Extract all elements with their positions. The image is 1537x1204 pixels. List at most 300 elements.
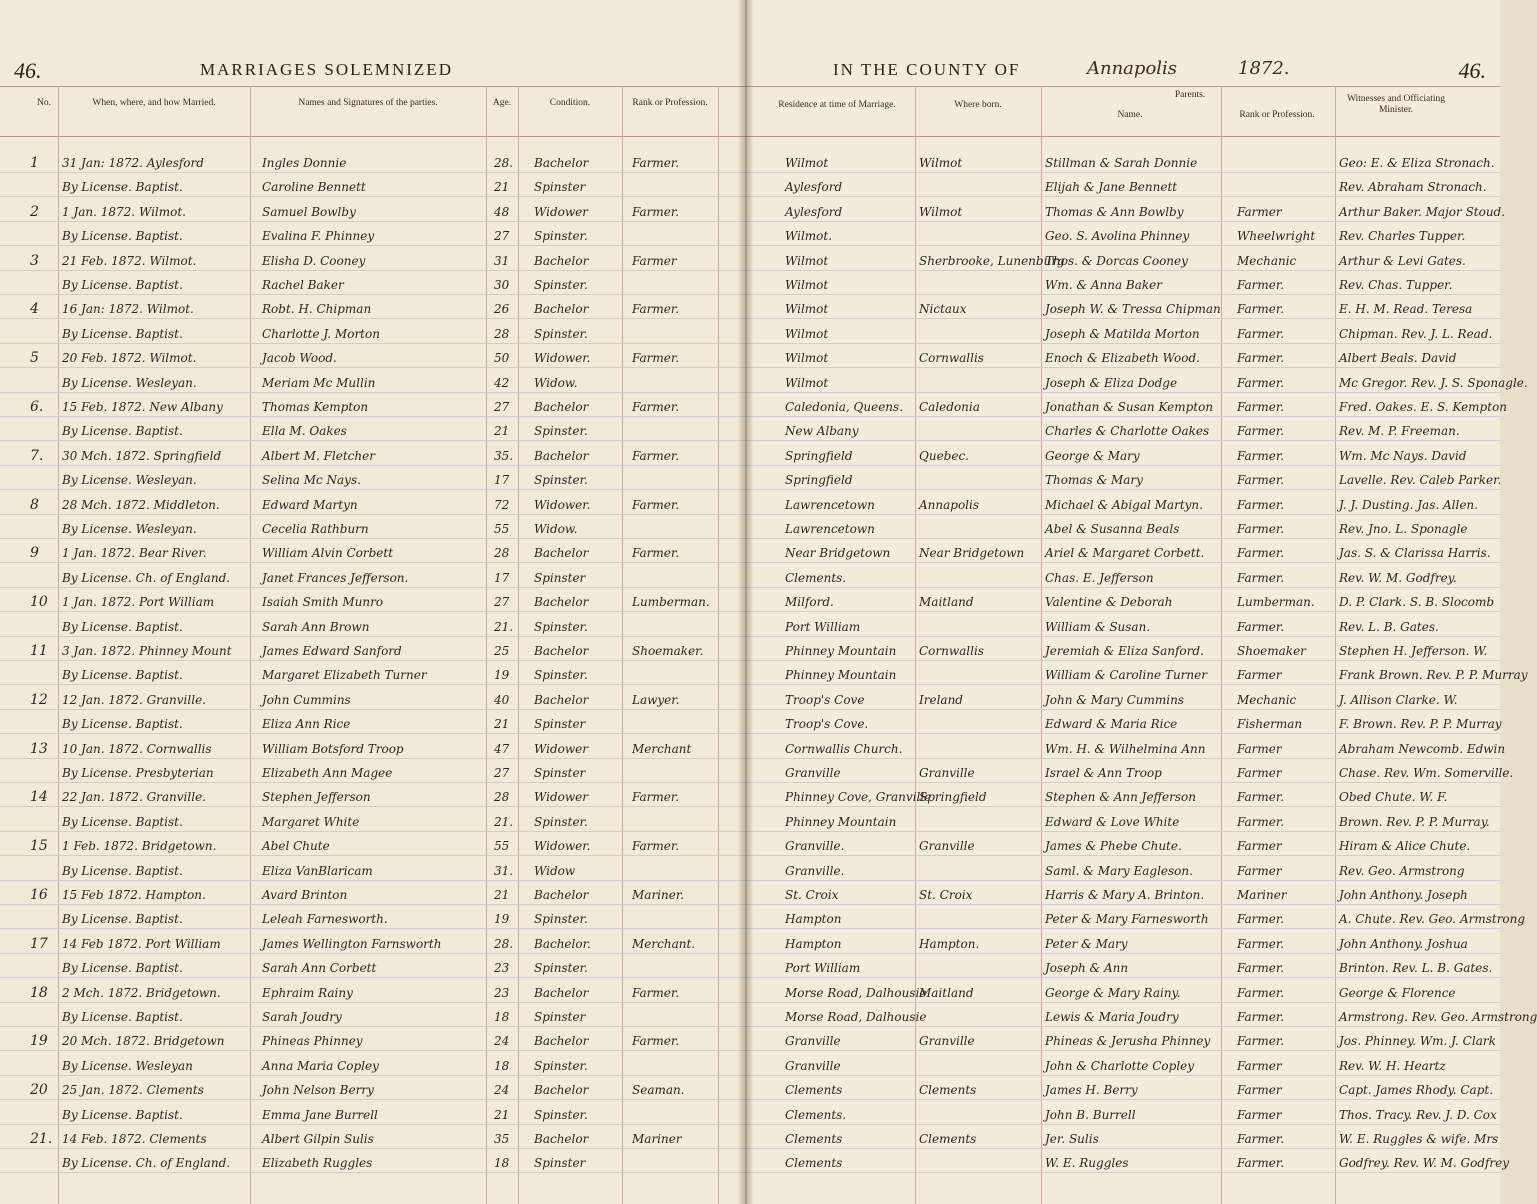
entry-prank: Farmer. — [1237, 912, 1285, 927]
entry-age: 21. — [494, 814, 514, 829]
entry-witness: Lavelle. Rev. Caleb Parker. — [1339, 473, 1502, 488]
entry-res: Wilmot — [785, 278, 829, 292]
entry-witness: Rev. W. M. Godfrey. — [1339, 570, 1457, 585]
entry-prank: Farmer. — [1237, 497, 1285, 512]
entry-rank: Merchant. — [632, 936, 696, 951]
entry-age: 18 — [494, 1058, 510, 1073]
entry-no: 4 — [30, 301, 39, 318]
entry-prank: Farmer. — [1237, 400, 1285, 414]
entry-name: Elisha D. Cooney — [262, 253, 366, 268]
entry-no: 20 — [30, 1082, 48, 1099]
entry-age: 28. — [494, 936, 514, 951]
ruled-line — [745, 587, 1500, 588]
entry-witness: Arthur Baker. Major Stoud. — [1339, 204, 1506, 219]
entry-when: By License. Baptist. — [62, 1010, 183, 1024]
ruled-line — [745, 1050, 1500, 1051]
ruled-line — [0, 806, 745, 807]
entry-when: By License. Baptist. — [62, 668, 183, 683]
entry-rank: Farmer — [632, 253, 677, 268]
ruled-line — [745, 245, 1500, 246]
ruled-line — [745, 270, 1500, 271]
entry-when: By License. Ch. of England. — [62, 1156, 231, 1171]
entry-parents: Edward & Maria Rice — [1045, 717, 1178, 732]
ruled-line — [0, 904, 745, 905]
entry-witness: J. Allison Clarke. W. — [1339, 692, 1458, 707]
ruled-line — [745, 684, 1500, 685]
page-title-left: MARRIAGES SOLEMNIZED — [200, 60, 453, 79]
entry-no: 1 — [30, 155, 39, 171]
entry-res: Wilmot — [785, 375, 829, 390]
entry-name: Albert Gilpin Sulis — [262, 1132, 374, 1146]
entry-parents: James H. Berry — [1045, 1083, 1138, 1098]
entry-name: Thomas Kempton — [262, 400, 369, 414]
entry-cond: Widower. — [534, 497, 591, 512]
ruled-line — [0, 758, 745, 759]
entry-name: Jacob Wood. — [262, 351, 337, 366]
entry-age: 27 — [494, 766, 510, 780]
entry-parents: John & Charlotte Copley — [1045, 1058, 1195, 1073]
entry-res: Port William — [785, 619, 861, 634]
ruled-line — [0, 367, 745, 368]
entry-when: By License. Baptist. — [62, 424, 183, 439]
ruled-line — [0, 587, 745, 588]
col-header-born: Where born. — [954, 100, 1002, 110]
entry-cond: Spinster. — [534, 229, 588, 244]
entry-born: Annapolis — [919, 497, 980, 512]
ruled-line — [745, 880, 1500, 881]
entry-res: Wilmot — [785, 253, 829, 268]
entry-name: Meriam Mc Mullin — [262, 375, 376, 390]
entry-prank: Farmer — [1237, 1083, 1282, 1098]
entry-res: Clements. — [785, 1107, 847, 1122]
entry-witness: Godfrey. Rev. W. M. Godfrey — [1339, 1156, 1510, 1171]
entry-cond: Widow. — [534, 375, 578, 390]
column-divider — [622, 86, 623, 1204]
entry-when: 25 Jan. 1872. Clements — [62, 1083, 204, 1098]
entry-parents: Abel & Susanna Beals — [1045, 522, 1180, 536]
page-title-right: IN THE COUNTY OF — [833, 60, 1021, 79]
entry-age: 19 — [494, 912, 510, 927]
entry-witness: Rev. W. H. Heartz — [1339, 1058, 1446, 1073]
entry-no: 16 — [30, 887, 48, 903]
ruled-line — [0, 221, 745, 222]
entry-parents: Joseph & Eliza Dodge — [1045, 375, 1178, 390]
entry-parents: Edward & Love White — [1045, 814, 1180, 829]
entry-prank: Farmer — [1237, 766, 1282, 780]
ruled-line — [0, 489, 745, 490]
column-divider — [250, 86, 251, 1204]
header-rule — [745, 86, 1500, 87]
entry-rank: Farmer. — [632, 351, 680, 366]
entry-rank: Farmer. — [632, 204, 680, 219]
entry-name: Isaiah Smith Munro — [262, 595, 384, 610]
entry-no: 7. — [30, 447, 44, 464]
entry-prank: Farmer. — [1237, 814, 1285, 829]
entry-prank: Farmer — [1237, 1107, 1282, 1122]
entry-res: Wilmot. — [785, 229, 833, 244]
ruled-line — [0, 660, 745, 661]
entry-witness: Frank Brown. Rev. P. P. Murray — [1339, 668, 1528, 683]
entry-when: 10 Jan. 1872. Cornwallis — [62, 741, 212, 756]
entry-when: 1 Jan. 1872. Port William — [62, 595, 215, 610]
entry-rank: Merchant — [632, 741, 692, 756]
entry-res: Wilmot — [785, 302, 829, 317]
entry-res: Morse Road, Dalhousie — [785, 1010, 927, 1024]
page-number-right: 46. — [1458, 58, 1486, 83]
entry-witness: Rev. Abraham Stronach. — [1339, 180, 1487, 195]
entry-prank: Farmer. — [1237, 448, 1285, 463]
entry-rank: Farmer. — [632, 156, 680, 170]
ruled-line — [745, 806, 1500, 807]
entry-when: 22 Jan. 1872. Granville. — [62, 790, 206, 805]
entry-prank: Shoemaker — [1237, 644, 1306, 658]
entry-name: Charlotte J. Morton — [262, 326, 380, 341]
entry-when: 14 Feb. 1872. Clements — [62, 1132, 207, 1146]
entry-res: Clements — [785, 1083, 843, 1098]
ruled-line — [0, 196, 745, 197]
entry-parents: Stillman & Sarah Donnie — [1045, 156, 1198, 170]
entry-witness: John Anthony. Joshua — [1339, 936, 1468, 951]
entry-rank: Farmer. — [632, 790, 680, 805]
entry-born: Maitland — [919, 985, 974, 1000]
ruled-line — [0, 1050, 745, 1051]
entry-parents: Geo. S. Avolina Phinney — [1045, 229, 1190, 244]
entry-cond: Bachelor — [534, 253, 589, 268]
entry-cond: Bachelor — [534, 595, 589, 610]
entry-witness: Thos. Tracy. Rev. J. D. Cox — [1339, 1107, 1497, 1122]
entry-prank: Farmer. — [1237, 570, 1285, 585]
entry-when: 1 Jan. 1872. Bear River. — [62, 546, 207, 561]
ruled-line — [0, 538, 745, 539]
ruled-line — [745, 1026, 1500, 1027]
entry-res: Phinney Mountain — [785, 644, 897, 658]
entry-prank: Farmer. — [1237, 546, 1285, 561]
entry-parents: W. E. Ruggles — [1045, 1156, 1129, 1171]
entry-res: Lawrencetown — [785, 497, 875, 512]
entry-name: James Wellington Farnsworth — [262, 936, 442, 951]
entry-name: Stephen Jefferson — [262, 790, 371, 805]
entry-prank: Farmer. — [1237, 424, 1285, 439]
ruled-line — [745, 562, 1500, 563]
entry-cond: Bachelor — [534, 1034, 589, 1049]
entry-parents: James & Phebe Chute. — [1045, 839, 1182, 854]
entry-parents: Jeremiah & Eliza Sanford. — [1045, 644, 1204, 658]
ruled-line — [0, 392, 745, 393]
col-header-age: Age. — [492, 98, 512, 108]
entry-no: 8 — [30, 496, 39, 513]
ruled-line — [0, 318, 745, 319]
entry-prank: Mechanic — [1237, 692, 1297, 707]
entry-when: 3 Jan. 1872. Phinney Mount — [62, 644, 232, 658]
ruled-line — [745, 1172, 1500, 1173]
entry-cond: Spinster. — [534, 1058, 588, 1073]
ruled-line — [745, 904, 1500, 905]
entry-age: 48 — [494, 204, 510, 219]
entry-parents: Lewis & Maria Joudry — [1045, 1010, 1179, 1024]
entry-when: 1 Feb. 1872. Bridgetown. — [62, 839, 217, 854]
ruled-line — [0, 1172, 745, 1173]
entry-res: Clements — [785, 1132, 843, 1146]
entry-name: Eliza VanBlaricam — [262, 863, 373, 878]
entry-age: 31. — [494, 863, 514, 878]
entry-cond: Spinster — [534, 1156, 586, 1171]
col-header-residence: Residence at time of Marriage. — [778, 100, 896, 110]
column-divider — [1221, 86, 1222, 1204]
entry-res: Troop's Cove — [785, 692, 865, 707]
entry-witness: Abraham Newcomb. Edwin — [1339, 741, 1506, 756]
entry-when: By License. Wesleyan. — [62, 522, 197, 536]
entry-parents: Michael & Abigal Martyn. — [1045, 497, 1203, 512]
entry-name: Albert M. Fletcher — [262, 448, 375, 463]
ruled-line — [745, 855, 1500, 856]
column-divider — [58, 86, 59, 1204]
entry-no: 18 — [30, 984, 48, 1001]
entry-res: Caledonia, Queens. — [785, 400, 904, 414]
entry-rank: Lawyer. — [632, 692, 680, 707]
register-year: 1872. — [1238, 58, 1290, 79]
entry-res: Milford. — [785, 595, 834, 610]
entry-cond: Bachelor — [534, 448, 589, 463]
ruled-line — [0, 440, 745, 441]
entry-prank: Farmer. — [1237, 790, 1285, 805]
entry-cond: Spinster. — [534, 912, 588, 927]
col-header-when: When, where, and how Married. — [92, 98, 216, 108]
entry-witness: Obed Chute. W. F. — [1339, 790, 1448, 805]
entry-age: 35 — [494, 1132, 510, 1146]
entry-no: 21. — [30, 1131, 53, 1147]
entry-age: 18 — [494, 1156, 510, 1171]
entry-prank: Farmer. — [1237, 1132, 1285, 1146]
entry-prank: Farmer. — [1237, 351, 1285, 366]
entry-res: Aylesford — [785, 204, 843, 219]
entry-parents: Peter & Mary — [1045, 936, 1128, 951]
entry-witness: Chase. Rev. Wm. Somerville. — [1339, 766, 1514, 780]
col-header-condition: Condition. — [549, 98, 591, 108]
entry-when: 20 Mch. 1872. Bridgetown — [62, 1034, 225, 1049]
entry-prank: Farmer — [1237, 839, 1282, 854]
entry-parents: Thomas & Ann Bowlby — [1045, 204, 1184, 219]
entry-when: By License. Wesleyan. — [62, 473, 197, 488]
entry-name: Ella M. Oakes — [262, 424, 347, 439]
ruled-line — [0, 977, 745, 978]
entry-witness: A. Chute. Rev. Geo. Armstrong — [1339, 912, 1526, 927]
column-divider — [518, 86, 519, 1204]
entry-name: Abel Chute — [262, 839, 330, 854]
entry-when: By License. Wesleyan — [62, 1058, 193, 1073]
entry-witness: E. H. M. Read. Teresa — [1339, 302, 1473, 317]
ruled-line — [745, 221, 1500, 222]
entry-no: 9 — [30, 545, 39, 562]
entry-prank: Farmer. — [1237, 961, 1285, 976]
entry-res: Clements. — [785, 570, 847, 585]
entry-cond: Widower. — [534, 839, 591, 854]
entry-name: Sarah Ann Brown — [262, 619, 370, 634]
entry-age: 18 — [494, 1010, 510, 1024]
entry-age: 27 — [494, 229, 510, 244]
ruled-line — [745, 489, 1500, 490]
entry-born: Springfield — [919, 790, 987, 805]
entry-witness: W. E. Ruggles & wife. Mrs — [1339, 1132, 1499, 1146]
entry-prank: Wheelwright — [1237, 229, 1316, 244]
entry-witness: Capt. James Rhody. Capt. — [1339, 1083, 1494, 1098]
entry-age: 27 — [494, 595, 510, 610]
ruled-line — [0, 831, 745, 832]
entry-cond: Bachelor — [534, 888, 589, 902]
ruled-line — [0, 880, 745, 881]
entry-name: Caroline Bennett — [262, 180, 366, 195]
entry-cond: Spinster. — [534, 473, 588, 488]
entry-when: 1 Jan. 1872. Wilmot. — [62, 204, 186, 219]
entry-name: Eliza Ann Rice — [262, 717, 351, 732]
entry-prank: Farmer — [1237, 741, 1282, 756]
col-header-rank: Rank or Profession. — [632, 98, 708, 108]
entry-parents: George & Mary — [1045, 448, 1140, 463]
entry-parents: Harris & Mary A. Brinton. — [1045, 888, 1205, 902]
entry-res: St. Croix — [785, 888, 839, 902]
ruled-line — [745, 782, 1500, 783]
entry-rank: Farmer. — [632, 448, 680, 463]
entry-when: 15 Feb. 1872. New Albany — [62, 400, 223, 414]
entry-rank: Lumberman. — [632, 595, 710, 610]
entry-res: Near Bridgetown — [785, 546, 891, 561]
ruled-line — [745, 758, 1500, 759]
entry-prank: Farmer — [1237, 863, 1282, 878]
ruled-line — [745, 392, 1500, 393]
ruled-line — [0, 928, 745, 929]
entry-cond: Spinster. — [534, 326, 588, 341]
entry-prank: Farmer. — [1237, 375, 1285, 390]
county-name: Annapolis — [1087, 58, 1178, 79]
entry-age: 24 — [494, 1083, 510, 1098]
column-divider — [486, 86, 487, 1204]
entry-age: 50 — [494, 351, 510, 366]
entry-res: Hampton — [785, 912, 842, 927]
entry-age: 28 — [494, 546, 510, 561]
entry-cond: Spinster — [534, 717, 586, 732]
entry-when: By License. Baptist. — [62, 717, 183, 732]
entry-witness: Jas. S. & Clarissa Harris. — [1339, 546, 1491, 561]
entry-cond: Spinster — [534, 1010, 586, 1024]
entry-witness: Jos. Phinney. Wm. J. Clark — [1339, 1034, 1496, 1049]
entry-cond: Widower — [534, 790, 588, 805]
ruled-line — [745, 1124, 1500, 1125]
entry-age: 17 — [494, 473, 510, 488]
entry-cond: Spinster. — [534, 424, 588, 439]
entry-res: Springfield — [785, 473, 853, 488]
entry-prank: Farmer. — [1237, 985, 1285, 1000]
entry-when: By License. Baptist. — [62, 180, 183, 195]
entry-no: 14 — [30, 789, 48, 806]
entry-born: Caledonia — [919, 400, 980, 414]
entry-no: 10 — [30, 594, 48, 611]
entry-res: Phinney Mountain — [785, 814, 897, 829]
ruled-line — [745, 1148, 1500, 1149]
entry-parents: Peter & Mary Farnesworth — [1045, 912, 1209, 927]
entry-prank: Farmer. — [1237, 522, 1285, 536]
entry-name: Janet Frances Jefferson. — [262, 570, 409, 585]
entry-name: Emma Jane Burrell — [262, 1107, 378, 1122]
entry-age: 55 — [494, 522, 510, 536]
entry-when: By License. Wesleyan. — [62, 375, 197, 390]
entry-no: 5 — [30, 350, 39, 367]
ruled-line — [0, 1148, 745, 1149]
ruled-line — [0, 1002, 745, 1003]
entry-prank: Farmer. — [1237, 1010, 1285, 1024]
entry-name: Edward Martyn — [262, 497, 358, 512]
entry-cond: Spinster — [534, 180, 586, 195]
entry-witness: Brinton. Rev. L. B. Gates. — [1339, 961, 1493, 976]
entry-parents: Jonathan & Susan Kempton — [1045, 400, 1214, 414]
entry-parents: Ariel & Margaret Corbett. — [1045, 546, 1205, 561]
ruled-line — [0, 343, 745, 344]
entry-parents: Wm. H. & Wilhelmina Ann — [1045, 741, 1206, 756]
entry-parents: John B. Burrell — [1045, 1107, 1136, 1122]
ruled-line — [0, 953, 745, 954]
entry-name: Phineas Phinney — [262, 1034, 363, 1049]
col-header-names: Names and Signatures of the parties. — [298, 98, 438, 108]
entry-witness: Rev. M. P. Freeman. — [1339, 424, 1460, 439]
entry-parents: Israel & Ann Troop — [1045, 766, 1162, 780]
entry-cond: Bachelor — [534, 692, 589, 707]
entry-witness: Rev. Charles Tupper. — [1339, 229, 1466, 244]
entry-res: Cornwallis Church. — [785, 741, 903, 756]
ruled-line — [0, 172, 745, 173]
entry-witness: F. Brown. Rev. P. P. Murray — [1339, 717, 1502, 732]
entry-age: 31 — [494, 253, 510, 268]
entry-rank: Mariner — [632, 1132, 682, 1146]
entry-cond: Widow. — [534, 522, 578, 536]
entry-prank: Farmer. — [1237, 1034, 1285, 1049]
header-rule — [0, 86, 745, 87]
entry-age: 55 — [494, 839, 510, 854]
entry-name: Avard Brinton — [262, 888, 348, 902]
entry-prank: Farmer. — [1237, 619, 1285, 634]
entry-witness: Chipman. Rev. J. L. Read. — [1339, 326, 1493, 341]
entry-born: Clements — [919, 1132, 977, 1146]
entry-no: 19 — [30, 1033, 48, 1050]
ruled-line — [745, 343, 1500, 344]
entry-when: 16 Jan: 1872. Wilmot. — [62, 302, 194, 317]
entry-witness: Rev. L. B. Gates. — [1339, 619, 1439, 634]
ruled-line — [0, 1075, 745, 1076]
entry-age: 21 — [494, 717, 510, 732]
entry-age: 28 — [494, 790, 510, 805]
entry-born: Wilmot — [919, 204, 963, 219]
entry-res: Granville. — [785, 839, 845, 854]
entry-when: 30 Mch. 1872. Springfield — [62, 448, 222, 463]
entry-cond: Bachelor — [534, 644, 589, 658]
entry-when: By License. Baptist. — [62, 814, 183, 829]
ruled-line — [0, 855, 745, 856]
entry-res: Wilmot — [785, 156, 829, 170]
entry-when: 21 Feb. 1872. Wilmot. — [62, 253, 197, 268]
entry-born: Quebec. — [919, 448, 969, 463]
entry-name: Sarah Joudry — [262, 1010, 342, 1024]
entry-age: 26 — [494, 302, 510, 317]
entry-no: 12 — [30, 691, 48, 708]
entry-cond: Spinster. — [534, 278, 588, 292]
entry-age: 24 — [494, 1034, 510, 1049]
entry-cond: Spinster — [534, 766, 586, 780]
ruled-line — [745, 172, 1500, 173]
entry-when: By License. Baptist. — [62, 961, 183, 976]
col-header-parents-name: Name. — [1117, 110, 1143, 120]
entry-when: By License. Baptist. — [62, 229, 183, 244]
entry-parents: Joseph W. & Tressa Chipman — [1045, 302, 1221, 317]
entry-when: By License. Baptist. — [62, 863, 183, 878]
entry-name: Sarah Ann Corbett — [262, 961, 377, 976]
entry-witness: Arthur & Levi Gates. — [1339, 253, 1466, 268]
